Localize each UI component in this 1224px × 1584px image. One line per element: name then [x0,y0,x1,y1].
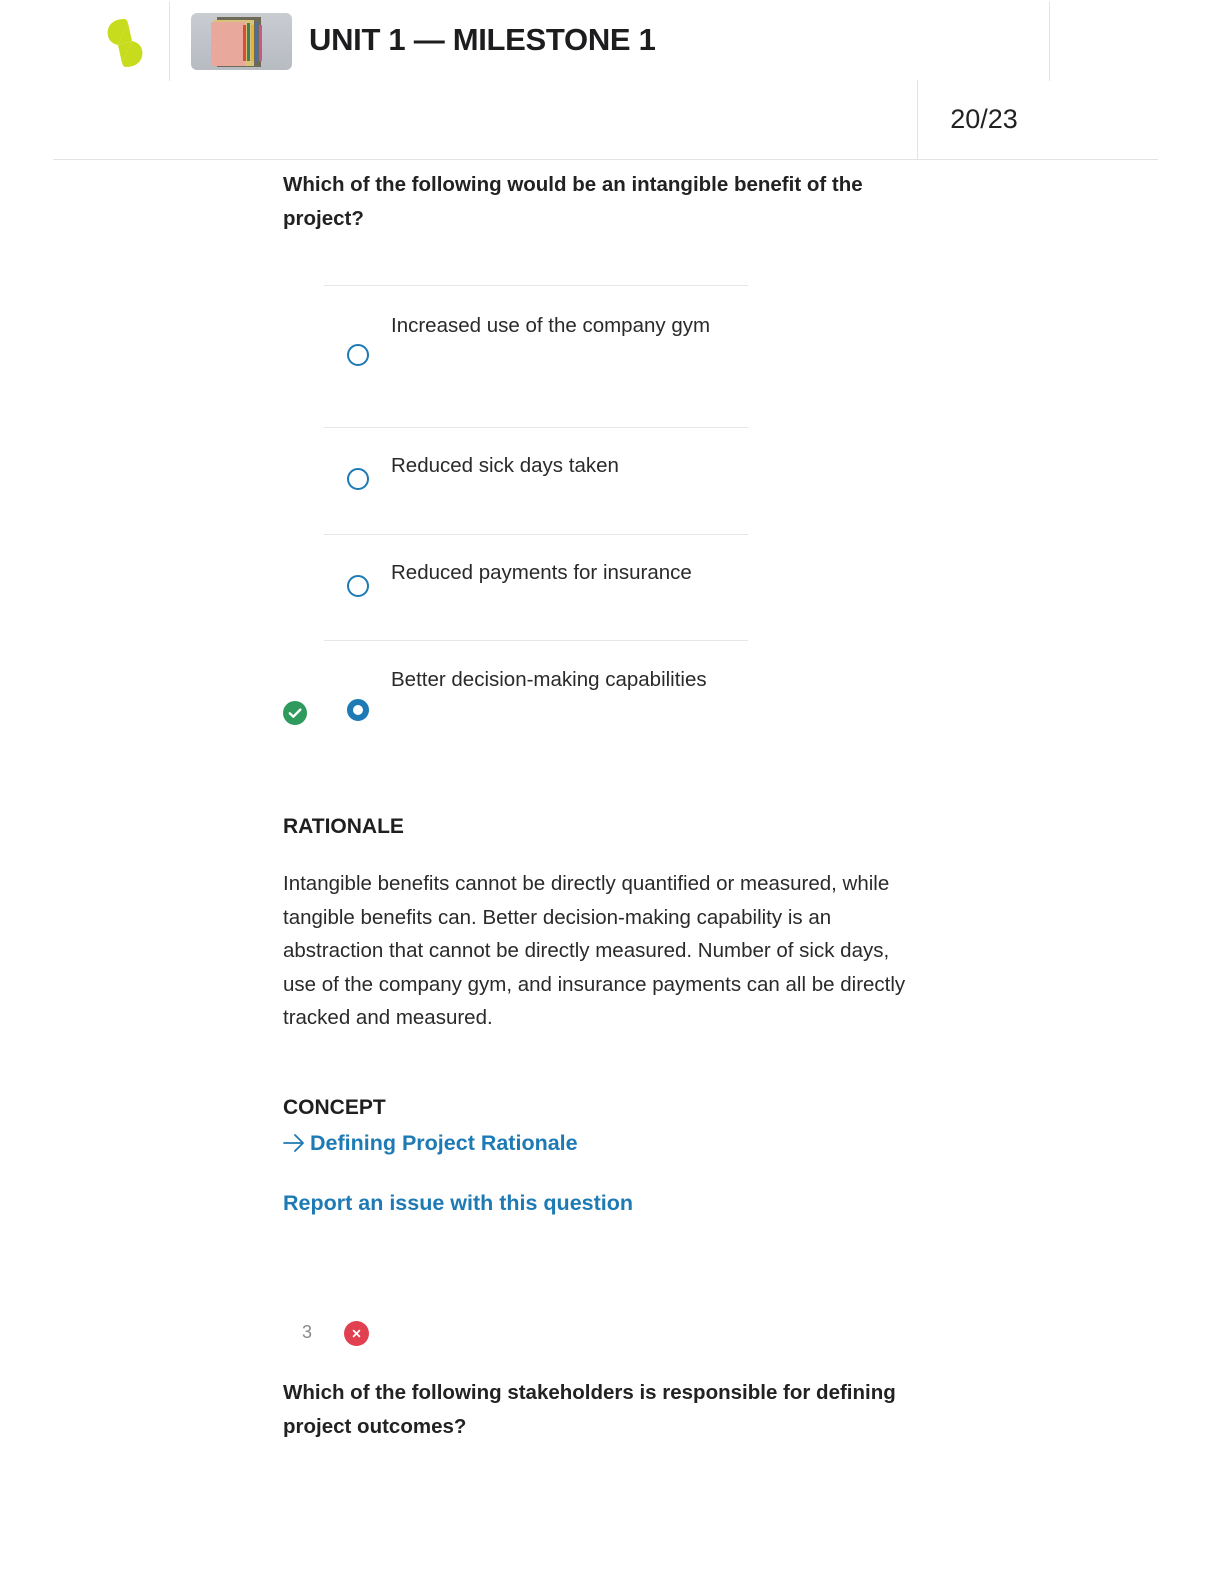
question-number: 3 [301,1322,312,1342]
concept-link-label[interactable]: Defining Project Rationale [310,1131,578,1155]
question-text: Which of the following would be an intangible benefit of the project? [283,173,863,230]
answer-radio-4[interactable] [347,699,369,721]
answer-radio-1[interactable] [347,344,369,366]
rationale-text: Intangible benefits cannot be directly quantified or measured, while tangible benefits can. Better decision-making capability is an abstraction that cannot be directly measured. Number of sick days, use of the company gym, and insurance payments can all be directly tracked and measured. [283,872,906,1029]
next-question-text: Which of the following stakeholders is responsible for defining project outcomes? [283,1381,896,1438]
answer-label-4[interactable]: Better decision-making capabilities [391,668,707,691]
header-divider [169,2,170,81]
answer-label-2[interactable]: Reduced sick days taken [391,454,619,477]
course-title: UNIT 1 — MILESTONE 1 [309,22,656,57]
arrow-right-icon [283,1133,305,1153]
concept-link[interactable] [283,1131,578,1156]
answer-label-3[interactable]: Reduced payments for insurance [391,561,692,584]
check-circle-icon [283,701,307,725]
answer-divider [324,640,748,641]
header-divider-right [1049,2,1050,81]
answer-divider [324,534,748,535]
x-circle-icon [344,1321,369,1346]
answer-radio-2[interactable] [347,468,369,490]
report-issue-link[interactable]: Report an issue with this question [283,1191,634,1215]
answer-divider [324,285,748,286]
question-progress: 20/23 [950,104,1018,134]
concept-heading: CONCEPT [283,1096,386,1119]
answer-label-1[interactable]: Increased use of the company gym [391,314,711,337]
course-thumbnail [191,13,292,70]
answer-divider [324,427,748,428]
header-rule [53,159,1158,160]
rationale-heading: RATIONALE [283,815,404,838]
answer-radio-3[interactable] [347,575,369,597]
brand-logo[interactable] [104,17,146,69]
